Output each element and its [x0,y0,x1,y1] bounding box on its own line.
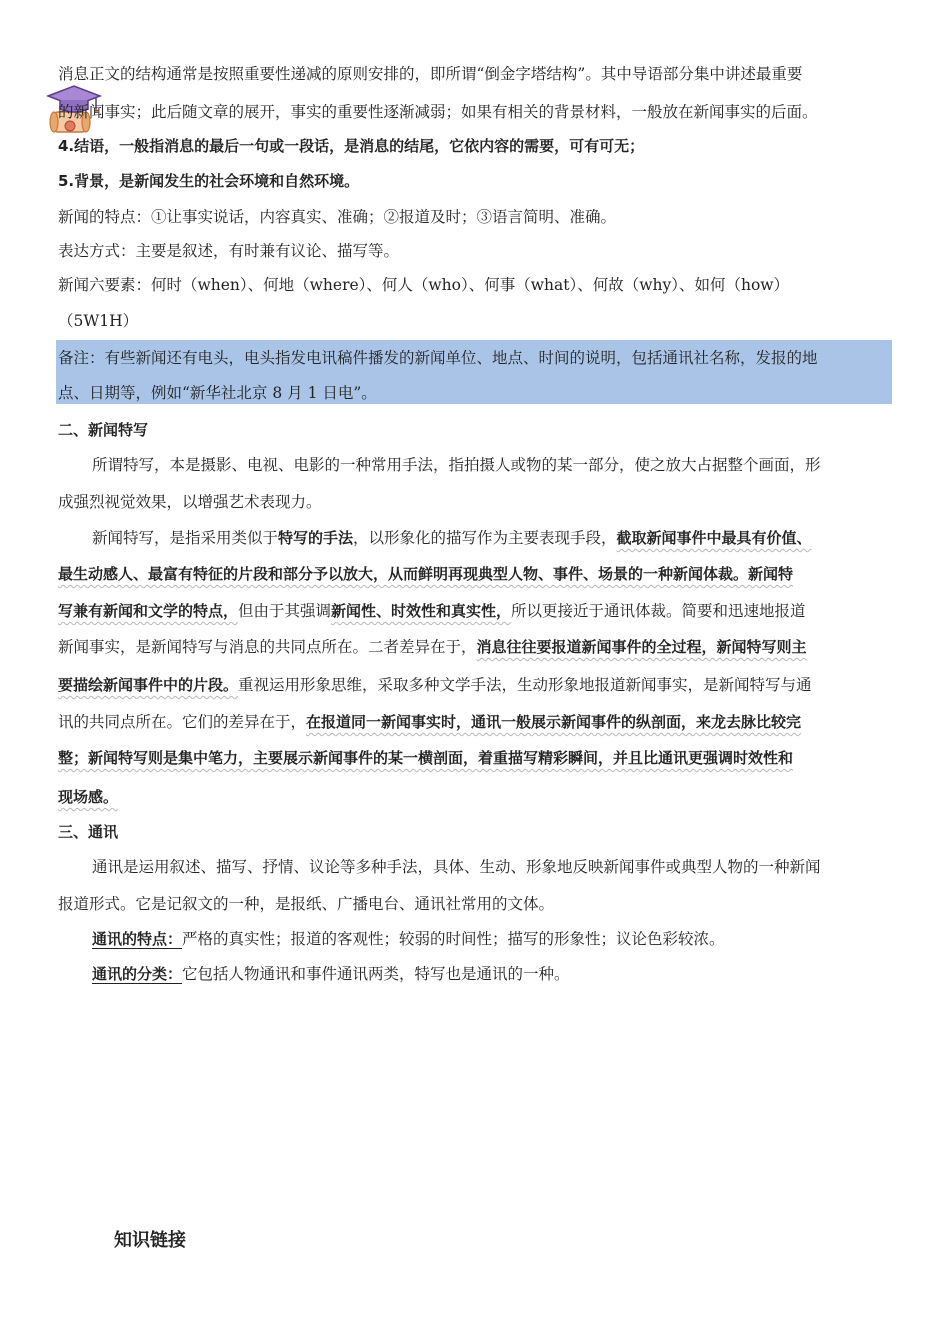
text: 重视运用形象思维，采取多种文学手法，生动形象地报道新闻事实，是新闻特写与通 [238,676,812,694]
section-3-heading: 三、通讯 [58,823,119,841]
s2-p2-line-4 [58,635,807,657]
expression-methods: 表达方式：主要是叙述，有时兼有议论、描写等。 [58,242,400,260]
text: ，以形象化的描写作为主要表现手段， [353,529,617,547]
s3-features [92,927,725,949]
s2-p2-line-7: 整；新闻特写则是集中笔力，主要展示新闻事件的某一横剖面，着重描写精彩瞬间，并且比通讯更强调时效性和 [58,749,794,767]
s2-p2-line-2: 最生动感人、最富有特征的片段和部分予以放大，从而鲜明再现典型人物、事件、场景的一种新闻体裁。新闻特 [58,565,794,583]
emphasis-text: 写兼有新闻和文学的特点， [58,602,239,620]
s2-p2-line-8: 现场感。 [58,788,119,806]
emphasis-text: 截取新闻事件中最具有价值、 [616,529,812,547]
text: 但由于其强调 [238,602,332,620]
news-features: 新闻的特点：①让事实说话，内容真实、准确；②报道及时；③语言简明、准确。 [58,208,617,226]
features-label: 通讯的特点： [92,930,183,948]
s2-p2-line-1 [92,526,812,548]
point-5-background: 5.背景，是新闻发生的社会环境和自然环境。 [58,172,360,190]
point-4-conclusion: 4.结语，一般指消息的最后一句或一段话，是消息的结尾，它依内容的需要，可有可无； [58,137,645,155]
six-elements-line-2: （5W1H） [58,312,139,330]
note-line-2: 点、日期等，例如“新华社北京 8 月 1 日电”。 [58,384,377,402]
text: 新闻事实，是新闻特写与消息的共同点所在。二者差异在于， [58,638,477,656]
text: 它包括人物通讯和事件通讯两类，特写也是通讯的一种。 [182,965,570,983]
text: 所以更接近于通讯体裁。简要和迅速地报道 [511,602,806,620]
note-line-1: 备注：有些新闻还有电头，电头指发电讯稿件播发的新闻单位、地点、时间的说明，包括通讯社名称，发报的地 [58,349,818,367]
s3-classification [92,962,570,984]
s2-p1-line-1: 所谓特写，本是摄影、电视、电影的一种常用手法，指拍摄人或物的某一部分，使之放大占据整个画面，形 [92,456,821,474]
s2-p2-line-5 [58,673,812,695]
six-elements-line-1: 新闻六要素：何时（when）、何地（where）、何人（who）、何事（what）、何故（why）、如何（how） [58,276,790,294]
emphasis-text: 消息往往要报道新闻事件的全过程，新闻特写则主 [476,638,807,656]
text: 新闻特写，是指采用类似于 [92,529,279,547]
text: 严格的真实性；报道的客观性；较弱的时间性；描写的形象性；议论色彩较浓。 [182,930,725,948]
classification-label: 通讯的分类： [92,965,183,983]
s2-p2-line-6 [58,710,801,732]
s3-p1-line-1: 通讯是运用叙述、描写、抒情、议论等多种手法，具体、生动、形象地反映新闻事件或典型人物的一种新闻 [92,858,821,876]
s3-p1-line-2: 报道形式。它是记叙文的一种，是报纸、广播电台、通讯社常用的文体。 [58,895,555,913]
bold-text: 特写的手法 [278,529,354,547]
intro-line-1: 消息正文的结构通常是按照重要性递减的原则安排的，即所谓“倒金字塔结构”。其中导语部分集中讲述最重要 [58,65,803,83]
s2-p1-line-2: 成强烈视觉效果，以增强艺术表现力。 [58,493,322,511]
emphasis-text: 在报道同一新闻事实时，通讯一般展示新闻事件的纵剖面，来龙去脉比较完 [306,713,802,731]
text: 讯的共同点所在。它们的差异在于， [58,713,307,731]
section-2-heading: 二、新闻特写 [58,421,149,439]
footer-title: 知识链接 [114,1230,186,1251]
s2-p2-line-3 [58,599,806,621]
emphasis-text: 要描绘新闻事件中的片段。 [58,676,239,694]
emphasis-text: 新闻性、时效性和真实性， [331,602,512,620]
intro-line-2: 的新闻事实；此后随文章的展开，事实的重要性逐渐减弱；如果有相关的背景材料，一般放在新闻事实的后面。 [58,103,818,121]
